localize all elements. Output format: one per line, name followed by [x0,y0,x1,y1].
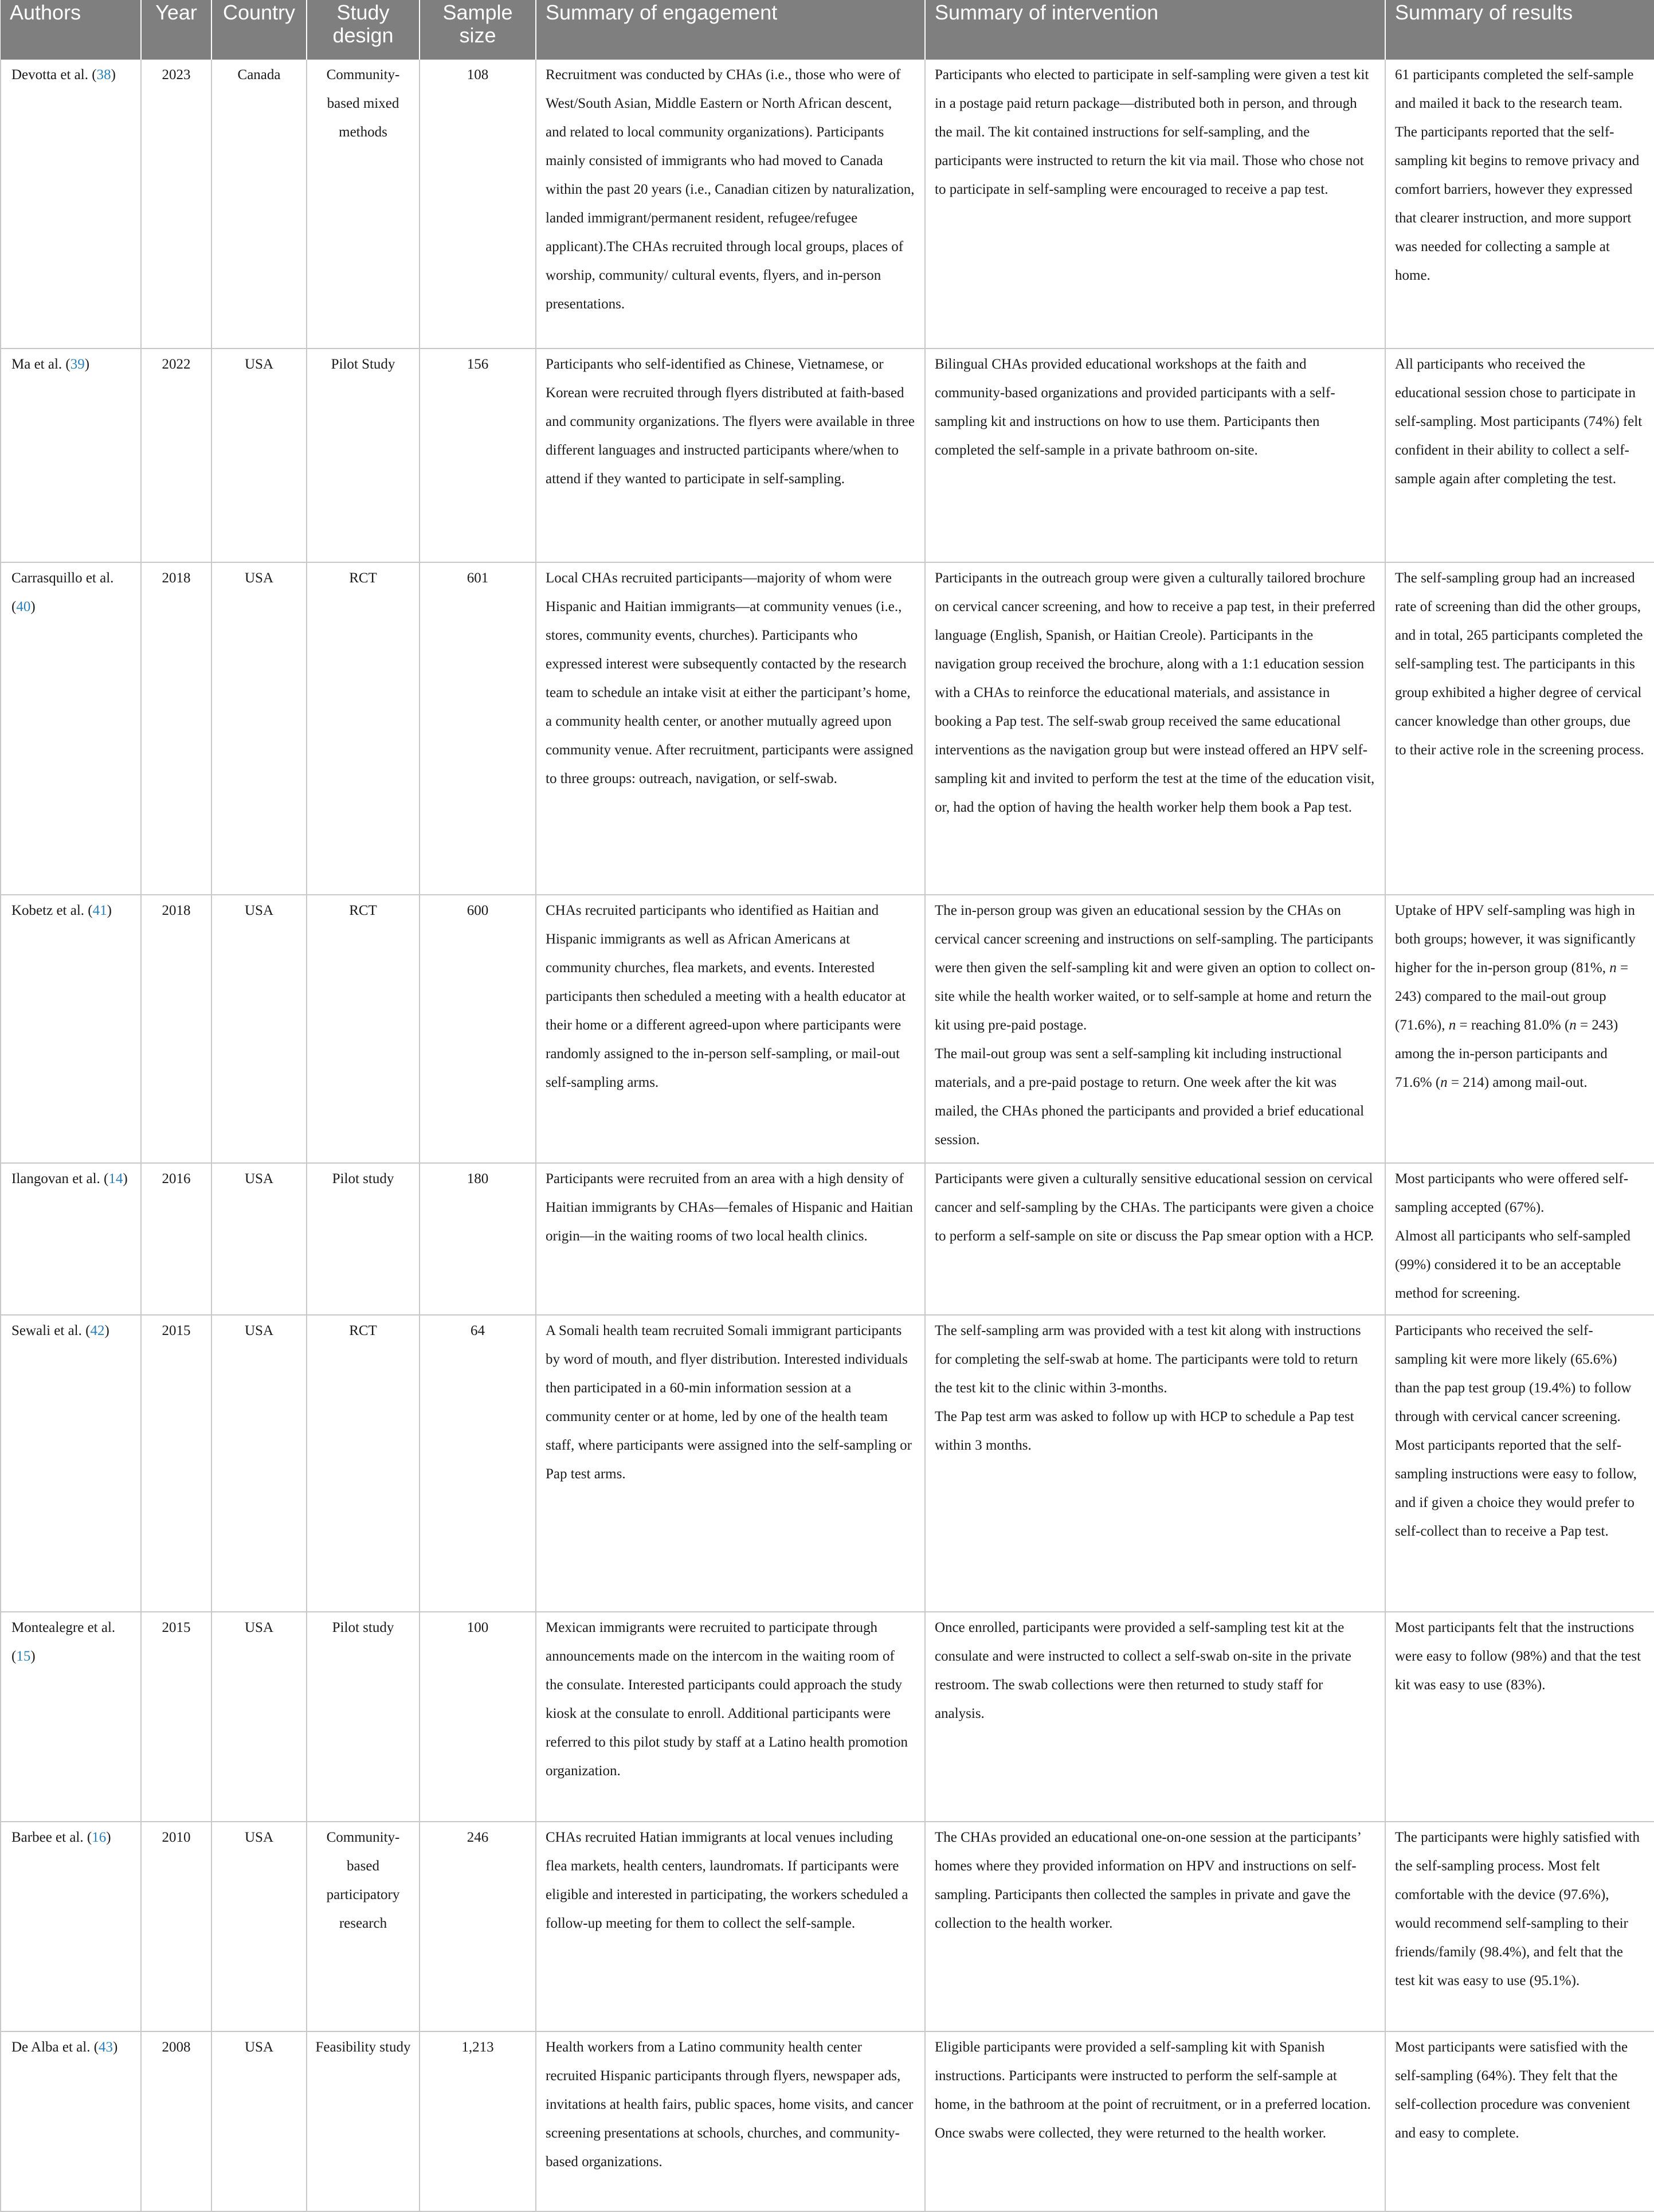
cell-authors [1,1822,141,2031]
cell-design: Pilot study [307,1163,420,1315]
cell-year: 2022 [141,349,211,562]
header-intervention: Summary of intervention [925,0,1385,60]
cell-intervention [925,1315,1385,1612]
cell-year: 2015 [141,1315,211,1612]
cell-intervention: The CHAs provided an educational one-on-one session at the participants’ homes where they provided information on HPV and instructions on self-sampling. Participants then collected the samples in private and gave the collection to the health worker. [925,1822,1385,2031]
author-paren: ) [113,2039,118,2056]
cell-year: 2008 [141,2031,211,2211]
author-paren: ) [106,1830,111,1846]
author-paren: ) [84,356,90,372]
author-paren: ) [30,599,36,615]
table-row [1,562,1654,895]
cell-year: 2023 [141,60,211,349]
results-n: n [1569,1017,1577,1033]
cell-sample: 1,213 [420,2031,536,2211]
author-name: Carrasquillo et al. ( [11,570,114,615]
header-country: Country [211,0,307,60]
cell-engagement: Participants who self-identified as Chinese, Vietnamese, or Korean were recruited through flyers distributed at faith-based and community organizations. The flyers were available in three different languages and instructed participants where/when to attend if they wanted to participate in self-sampling. [536,349,925,562]
cell-results: 61 participants completed the self-sample and mailed it back to the research team. The participants reported that the self-sampling kit begins to remove privacy and comfort barriers, however they expressed that clearer instruction, and more support was needed for collecting a sample at home. [1385,60,1654,349]
intervention-paragraph: The in-person group was given an educational session by the CHAs on cervical cancer screening and instructions on self-sampling. The participants were then given the self-sampling kit and were given an option to collect on-site while the health worker waited, or to self-sample at home and return the kit using pre-paid postage. [935,902,1375,1033]
cell-results: All participants who received the educational session chose to participate in self-sampling. Most participants (74%) felt confident in their ability to collect a self-sample again after completing the test. [1385,349,1654,562]
intervention-paragraph: The mail-out group was sent a self-sampling kit including instructional materials, and a pre-paid postage to return. One week after the kit was mailed, the CHAs phoned the participants and provided a brief educational session. [935,1046,1365,1148]
header-authors: Authors [1,0,141,60]
table-row [1,60,1654,349]
reference-link[interactable]: 15 [16,1648,31,1664]
reference-link[interactable]: 39 [70,356,85,372]
cell-authors [1,1612,141,1822]
cell-authors [1,60,141,349]
cell-engagement: CHAs recruited participants who identified as Haitian and Hispanic immigrants as well as African Americans at community churches, flea markets, and events. Interested participants then scheduled a meeting with a health educator at their home or a different agreed-upon where participants were randomly assigned to the in-person self-sampling, or mail-out self-sampling arms. [536,895,925,1163]
cell-design: Pilot Study [307,349,420,562]
header-results: Summary of results [1385,0,1654,60]
header-study-design: Study design [307,0,420,60]
results-paragraph: Almost all participants who self-sampled (99%) considered it to be an acceptable method for screening. [1395,1228,1631,1302]
cell-country: USA [211,1612,307,1822]
author-name: Ilangovan et al. ( [11,1171,109,1187]
cell-results [1385,895,1654,1163]
author-paren: ) [111,67,116,83]
author-name: Montealegre et al. ( [11,1619,116,1664]
cell-engagement: CHAs recruited Hatian immigrants at local venues including flea markets, health centers, laundromats. If participants were eligible and interested in participating, the workers scheduled a follow-up meeting for them to collect the self-sample. [536,1822,925,2031]
table-row [1,1315,1654,1612]
cell-engagement: Recruitment was conducted by CHAs (i.e., those who were of West/South Asian, Middle Eastern or North African descent, and related to local community organizations). Participants mainly consisted of immigrants who had moved to Canada within the past 20 years (i.e., Canadian citizen by naturalization, landed immigrant/permanent resident, refugee/refugee applicant).The CHAs recruited through local groups, places of worship, community/ cultural events, flyers, and in-person presentations. [536,60,925,349]
results-n: n [1448,1017,1456,1033]
cell-engagement: Local CHAs recruited participants—majority of whom were Hispanic and Haitian immigrants—at community venues (i.e., stores, community events, churches). Participants who expressed interest were subsequently contacted by the research team to schedule an intake visit at either the participant’s home, a community health center, or another mutually agreed upon community venue. After recruitment, participants were assigned to three groups: outreach, navigation, or self-swab. [536,562,925,895]
reference-link[interactable]: 43 [99,2039,113,2056]
table-header [1,0,1654,60]
cell-engagement: Health workers from a Latino community health center recruited Hispanic participants through flyers, newspaper ads, invitations at health fairs, public spaces, home visits, and cancer screening presentations at schools, churches, and community-based organizations. [536,2031,925,2211]
table-row [1,2031,1654,2211]
reference-link[interactable]: 42 [90,1323,105,1339]
results-paragraph: Most participants who were offered self-sampling accepted (67%). [1395,1171,1629,1216]
cell-design: Community-based participatory research [307,1822,420,2031]
cell-design: RCT [307,895,420,1163]
cell-year: 2018 [141,562,211,895]
cell-country: USA [211,1315,307,1612]
cell-sample: 180 [420,1163,536,1315]
cell-engagement: A Somali health team recruited Somali immigrant participants by word of mouth, and flyer distribution. Interested individuals then participated in a 60-min information session at a community center or at home, led by one of the health team staff, where participants were assigned into the self-sampling or Pap test arms. [536,1315,925,1612]
cell-year: 2018 [141,895,211,1163]
results-text: = 243) among the in-person participants and 71.6% ( [1395,1017,1618,1090]
cell-intervention: Participants in the outreach group were given a culturally tailored brochure on cervical cancer screening, and how to receive a pap test, in their preferred language (English, Spanish, or Haitian Creole). Participants in the navigation group received the brochure, along with a 1:1 education session with a CHAs to reinforce the educational materials, and assistance in booking a Pap test. The self-swab group received the same educational interventions as the navigation group but were instead offered an HPV self-sampling kit and invited to perform the test at the time of the education visit, or, had the option of having the health worker help them book a Pap test. [925,562,1385,895]
author-paren: ) [123,1171,128,1187]
results-text: = 214) among mail-out. [1447,1074,1588,1090]
cell-sample: 64 [420,1315,536,1612]
cell-sample: 600 [420,895,536,1163]
cell-year: 2016 [141,1163,211,1315]
reference-link[interactable]: 41 [92,902,107,918]
author-paren: ) [30,1648,36,1664]
cell-design: Community-based mixed methods [307,60,420,349]
results-text: Uptake of HPV self-sampling was high in both groups; however, it was significantly higher for the in-person group (81%, [1395,902,1636,976]
reference-link[interactable]: 14 [108,1171,123,1187]
author-paren: ) [107,902,112,918]
author-paren: ) [104,1323,109,1339]
intervention-paragraph: The Pap test arm was asked to follow up with HCP to schedule a Pap test within 3 months. [935,1409,1354,1454]
cell-results: The self-sampling group had an increased rate of screening than did the other groups, and in total, 265 participants completed the self-sampling test. The participants in this group exhibited a higher degree of cervical cancer knowledge than other groups, due to their active role in the screening process. [1385,562,1654,895]
cell-sample: 156 [420,349,536,562]
cell-results [1385,1163,1654,1315]
header-engagement: Summary of engagement [536,0,925,60]
results-n: n [1440,1074,1448,1090]
table-row [1,349,1654,562]
cell-authors [1,1315,141,1612]
reference-link[interactable]: 40 [16,599,31,615]
cell-design: RCT [307,562,420,895]
cell-intervention: Participants who elected to participate in self-sampling were given a test kit in a postage paid return package—distributed both in person, and through the mail. The kit contained instructions for self-sampling, and the participants were instructed to return the kit via mail. Those who chose not to participate in self-sampling were encouraged to receive a pap test. [925,60,1385,349]
cell-sample: 246 [420,1822,536,2031]
author-name: Barbee et al. ( [11,1830,92,1846]
results-text: = reaching 81.0% ( [1456,1017,1570,1033]
cell-sample: 108 [420,60,536,349]
cell-results: Most participants felt that the instructions were easy to follow (98%) and that the test kit was easy to use (83%). [1385,1612,1654,1822]
cell-results: Most participants were satisfied with the self-sampling (64%). They felt that the self-collection procedure was convenient and easy to complete. [1385,2031,1654,2211]
results-text: = 243) compared to the mail-out group (71.6%), [1395,960,1629,1033]
author-name: Kobetz et al. ( [11,902,93,918]
cell-year: 2015 [141,1612,211,1822]
cell-authors [1,895,141,1163]
header-row [1,0,1654,60]
cell-country: USA [211,562,307,895]
cell-results: The participants were highly satisfied with the self-sampling process. Most felt comfortable with the device (97.6%), would recommend self-sampling to their friends/family (98.4%), and felt that the test kit was easy to use (95.1%). [1385,1822,1654,2031]
cell-country: USA [211,349,307,562]
intervention-paragraph: The self-sampling arm was provided with a test kit along with instructions for completing the self-swab at home. The participants were told to return the test kit to the clinic within 3-months. [935,1323,1361,1396]
table-row [1,1163,1654,1315]
cell-authors [1,1163,141,1315]
cell-authors [1,562,141,895]
author-name: Sewali et al. ( [11,1323,91,1339]
cell-design: Pilot study [307,1612,420,1822]
cell-year: 2010 [141,1822,211,2031]
cell-intervention: Participants were given a culturally sensitive educational session on cervical cancer and self-sampling by the CHAs. The participants were given a choice to perform a self-sample on site or discuss the Pap smear option with a HCP. [925,1163,1385,1315]
cell-authors [1,2031,141,2211]
cell-design: RCT [307,1315,420,1612]
cell-country: USA [211,895,307,1163]
cell-sample: 601 [420,562,536,895]
cell-country: USA [211,1163,307,1315]
table-row [1,895,1654,1163]
table-row [1,1822,1654,2031]
cell-intervention: Bilingual CHAs provided educational workshops at the faith and community-based organizations and provided participants with a self-sampling kit and instructions on how to use them. Participants then completed the self-sample in a private bathroom on-site. [925,349,1385,562]
reference-link[interactable]: 16 [92,1830,107,1846]
cell-engagement: Mexican immigrants were recruited to participate through announcements made on the intercom in the waiting room of the consulate. Interested participants could approach the study kiosk at the consulate to enroll. Additional participants were referred to this pilot study by staff at a Latino health promotion organization. [536,1612,925,1822]
cell-intervention [925,895,1385,1163]
header-year: Year [141,0,211,60]
table-row [1,1612,1654,1822]
header-sample-size: Sample size [420,0,536,60]
cell-authors [1,349,141,562]
cell-country: Canada [211,60,307,349]
results-n: n [1609,960,1617,976]
author-name: Devotta et al. ( [11,67,97,83]
cell-design: Feasibility study [307,2031,420,2211]
author-name: De Alba et al. ( [11,2039,99,2056]
reference-link[interactable]: 38 [96,67,111,83]
cell-intervention: Once enrolled, participants were provided a self-sampling test kit at the consulate and were instructed to collect a self-swab on-site in the private restroom. The swab collections were then returned to study staff for analysis. [925,1612,1385,1822]
cell-engagement: Participants were recruited from an area with a high density of Haitian immigrants by CHAs—females of Hispanic and Haitian origin—in the waiting rooms of two local health clinics. [536,1163,925,1315]
cell-results: Participants who received the self-sampling kit were more likely (65.6%) than the pap test group (19.4%) to follow through with cervical cancer screening. Most participants reported that the self-sampling instructions were easy to follow, and if given a choice they would prefer to self-collect than to receive a Pap test. [1385,1315,1654,1612]
cell-country: USA [211,1822,307,2031]
cell-sample: 100 [420,1612,536,1822]
table-body [1,60,1654,2211]
cell-intervention: Eligible participants were provided a self-sampling kit with Spanish instructions. Participants were instructed to perform the self-sample at home, in the bathroom at the point of recruitment, or in a preferred location. Once swabs were collected, they were returned to the health worker. [925,2031,1385,2211]
cell-country: USA [211,2031,307,2211]
author-name: Ma et al. ( [11,356,70,372]
